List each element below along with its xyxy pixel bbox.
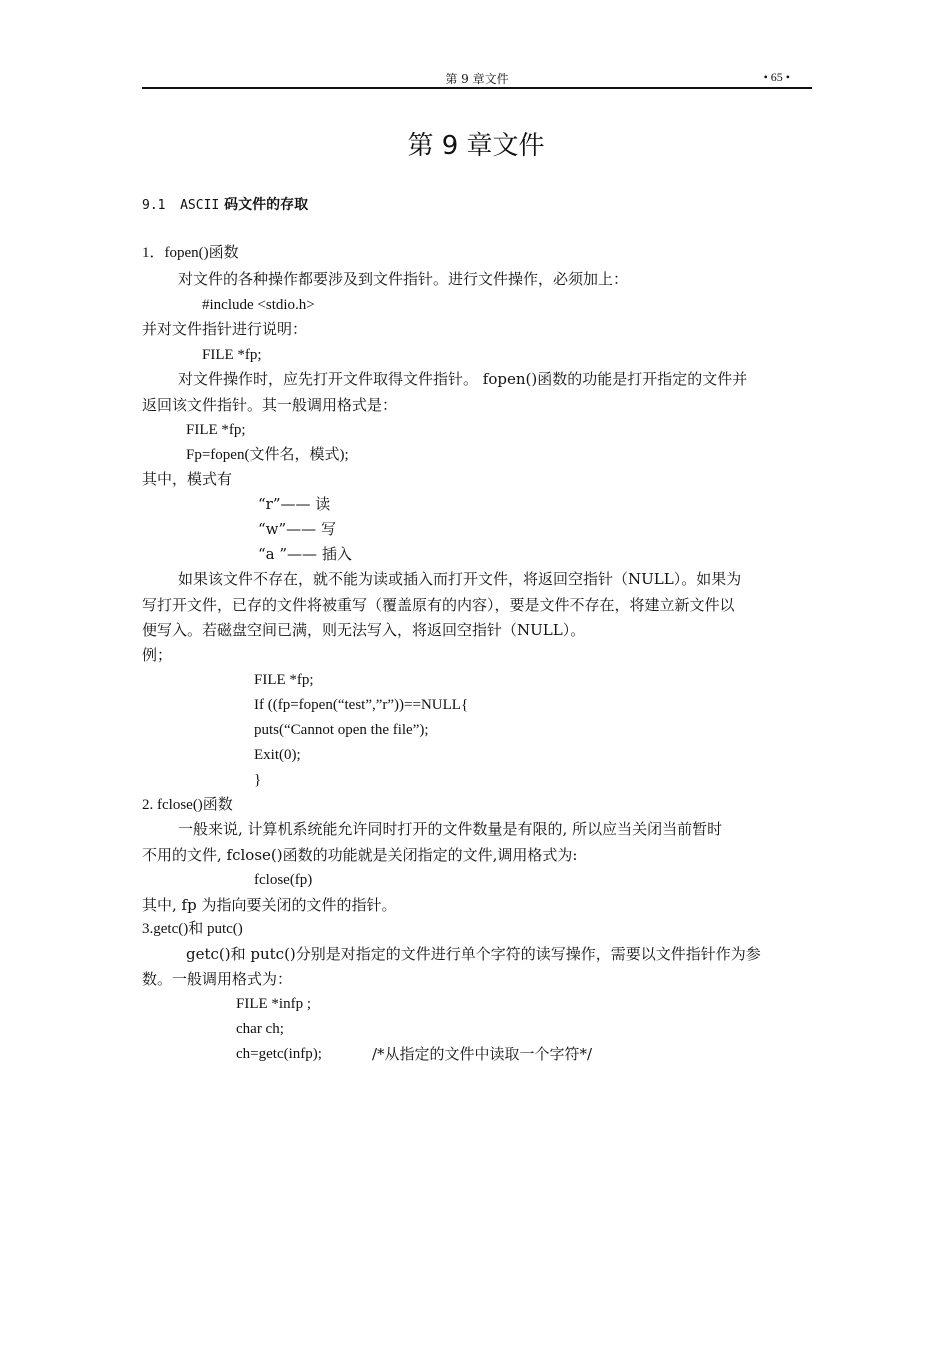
fclose-note: 其中, fp 为指向要关闭的文件的指针。	[142, 896, 397, 914]
fopen-heading: 1．fopen()函数	[142, 245, 239, 261]
header-chapter: 第 9 章文件	[445, 72, 509, 86]
mode-item: “r”—— 读	[258, 495, 331, 513]
fopen-format-line2: Fp=fopen(文件名，模式);	[186, 447, 349, 463]
fclose-call: fclose(fp)	[254, 872, 313, 888]
example-code-line: }	[254, 772, 262, 788]
getc-para1: getc()和 putc()分别是对指定的文件进行单个字符的读写操作，需要以文件指针作为参	[186, 945, 761, 963]
fclose-heading: 2. fclose()函数	[142, 797, 233, 813]
section-heading	[142, 194, 308, 214]
fclose-para2: 不用的文件, fclose()函数的功能就是关闭指定的文件,调用格式为:	[142, 846, 578, 864]
section-number: 9.1	[142, 198, 166, 213]
getc-code-line: FILE *infp ;	[236, 996, 311, 1012]
fopen-decl: FILE *fp;	[202, 347, 262, 363]
fopen-include: #include <stdio.h>	[202, 297, 315, 313]
example-code-line: puts(“Cannot open the file”);	[254, 722, 429, 738]
fopen-para2: 返回该文件指针。其一般调用格式是：	[142, 396, 398, 414]
getc-code-comment: /*从指定的文件中读取一个字符*/	[372, 1045, 593, 1063]
running-header	[142, 70, 812, 88]
example-code-line: Exit(0);	[254, 747, 301, 763]
header-rule	[142, 87, 812, 89]
mode-item: “a ”—— 插入	[258, 545, 352, 563]
modes-label: 其中，模式有	[142, 470, 233, 488]
example-code-line: FILE *fp;	[254, 672, 314, 688]
section-label-cjk: 码文件的存取	[224, 197, 309, 213]
mode-item: “w”—— 写	[258, 520, 336, 538]
fopen-format-line1: FILE *fp;	[186, 422, 246, 438]
section-label-latin: ASCII	[180, 198, 220, 213]
explain-line3: 便写入。若磁盘空间已满，则无法写入，将返回空指针（NULL）。	[142, 621, 586, 639]
fopen-intro: 对文件的各种操作都要涉及到文件指针。进行文件操作，必须加上：	[178, 270, 629, 288]
explain-line1: 如果该文件不存在，就不能为读或插入而打开文件，将返回空指针（NULL）。如果为	[178, 570, 742, 588]
fclose-para1: 一般来说, 计算机系统能允许同时打开的文件数量是有限的, 所以应当关闭当前暂时	[178, 820, 723, 838]
getc-para2: 数。一般调用格式为：	[142, 970, 293, 988]
page-number: • 65 •	[763, 70, 790, 84]
fopen-declare-note: 并对文件指针进行说明：	[142, 320, 308, 338]
getc-code-line: ch=getc(infp);	[236, 1046, 322, 1062]
chapter-title: 第 9 章文件	[407, 131, 545, 161]
example-label: 例；	[142, 646, 173, 664]
explain-line2: 写打开文件，已存的文件将被重写（覆盖原有的内容），要是文件不存在，将建立新文件以	[142, 596, 735, 614]
fopen-para: 对文件操作时，应先打开文件取得文件指针。 fopen()函数的功能是打开指定的文件并	[178, 370, 748, 388]
getc-code-line: char ch;	[236, 1021, 284, 1037]
example-code-line: If ((fp=fopen(“test”,”r”))==NULL{	[254, 697, 469, 713]
getc-heading: 3.getc()和 putc()	[142, 921, 243, 937]
